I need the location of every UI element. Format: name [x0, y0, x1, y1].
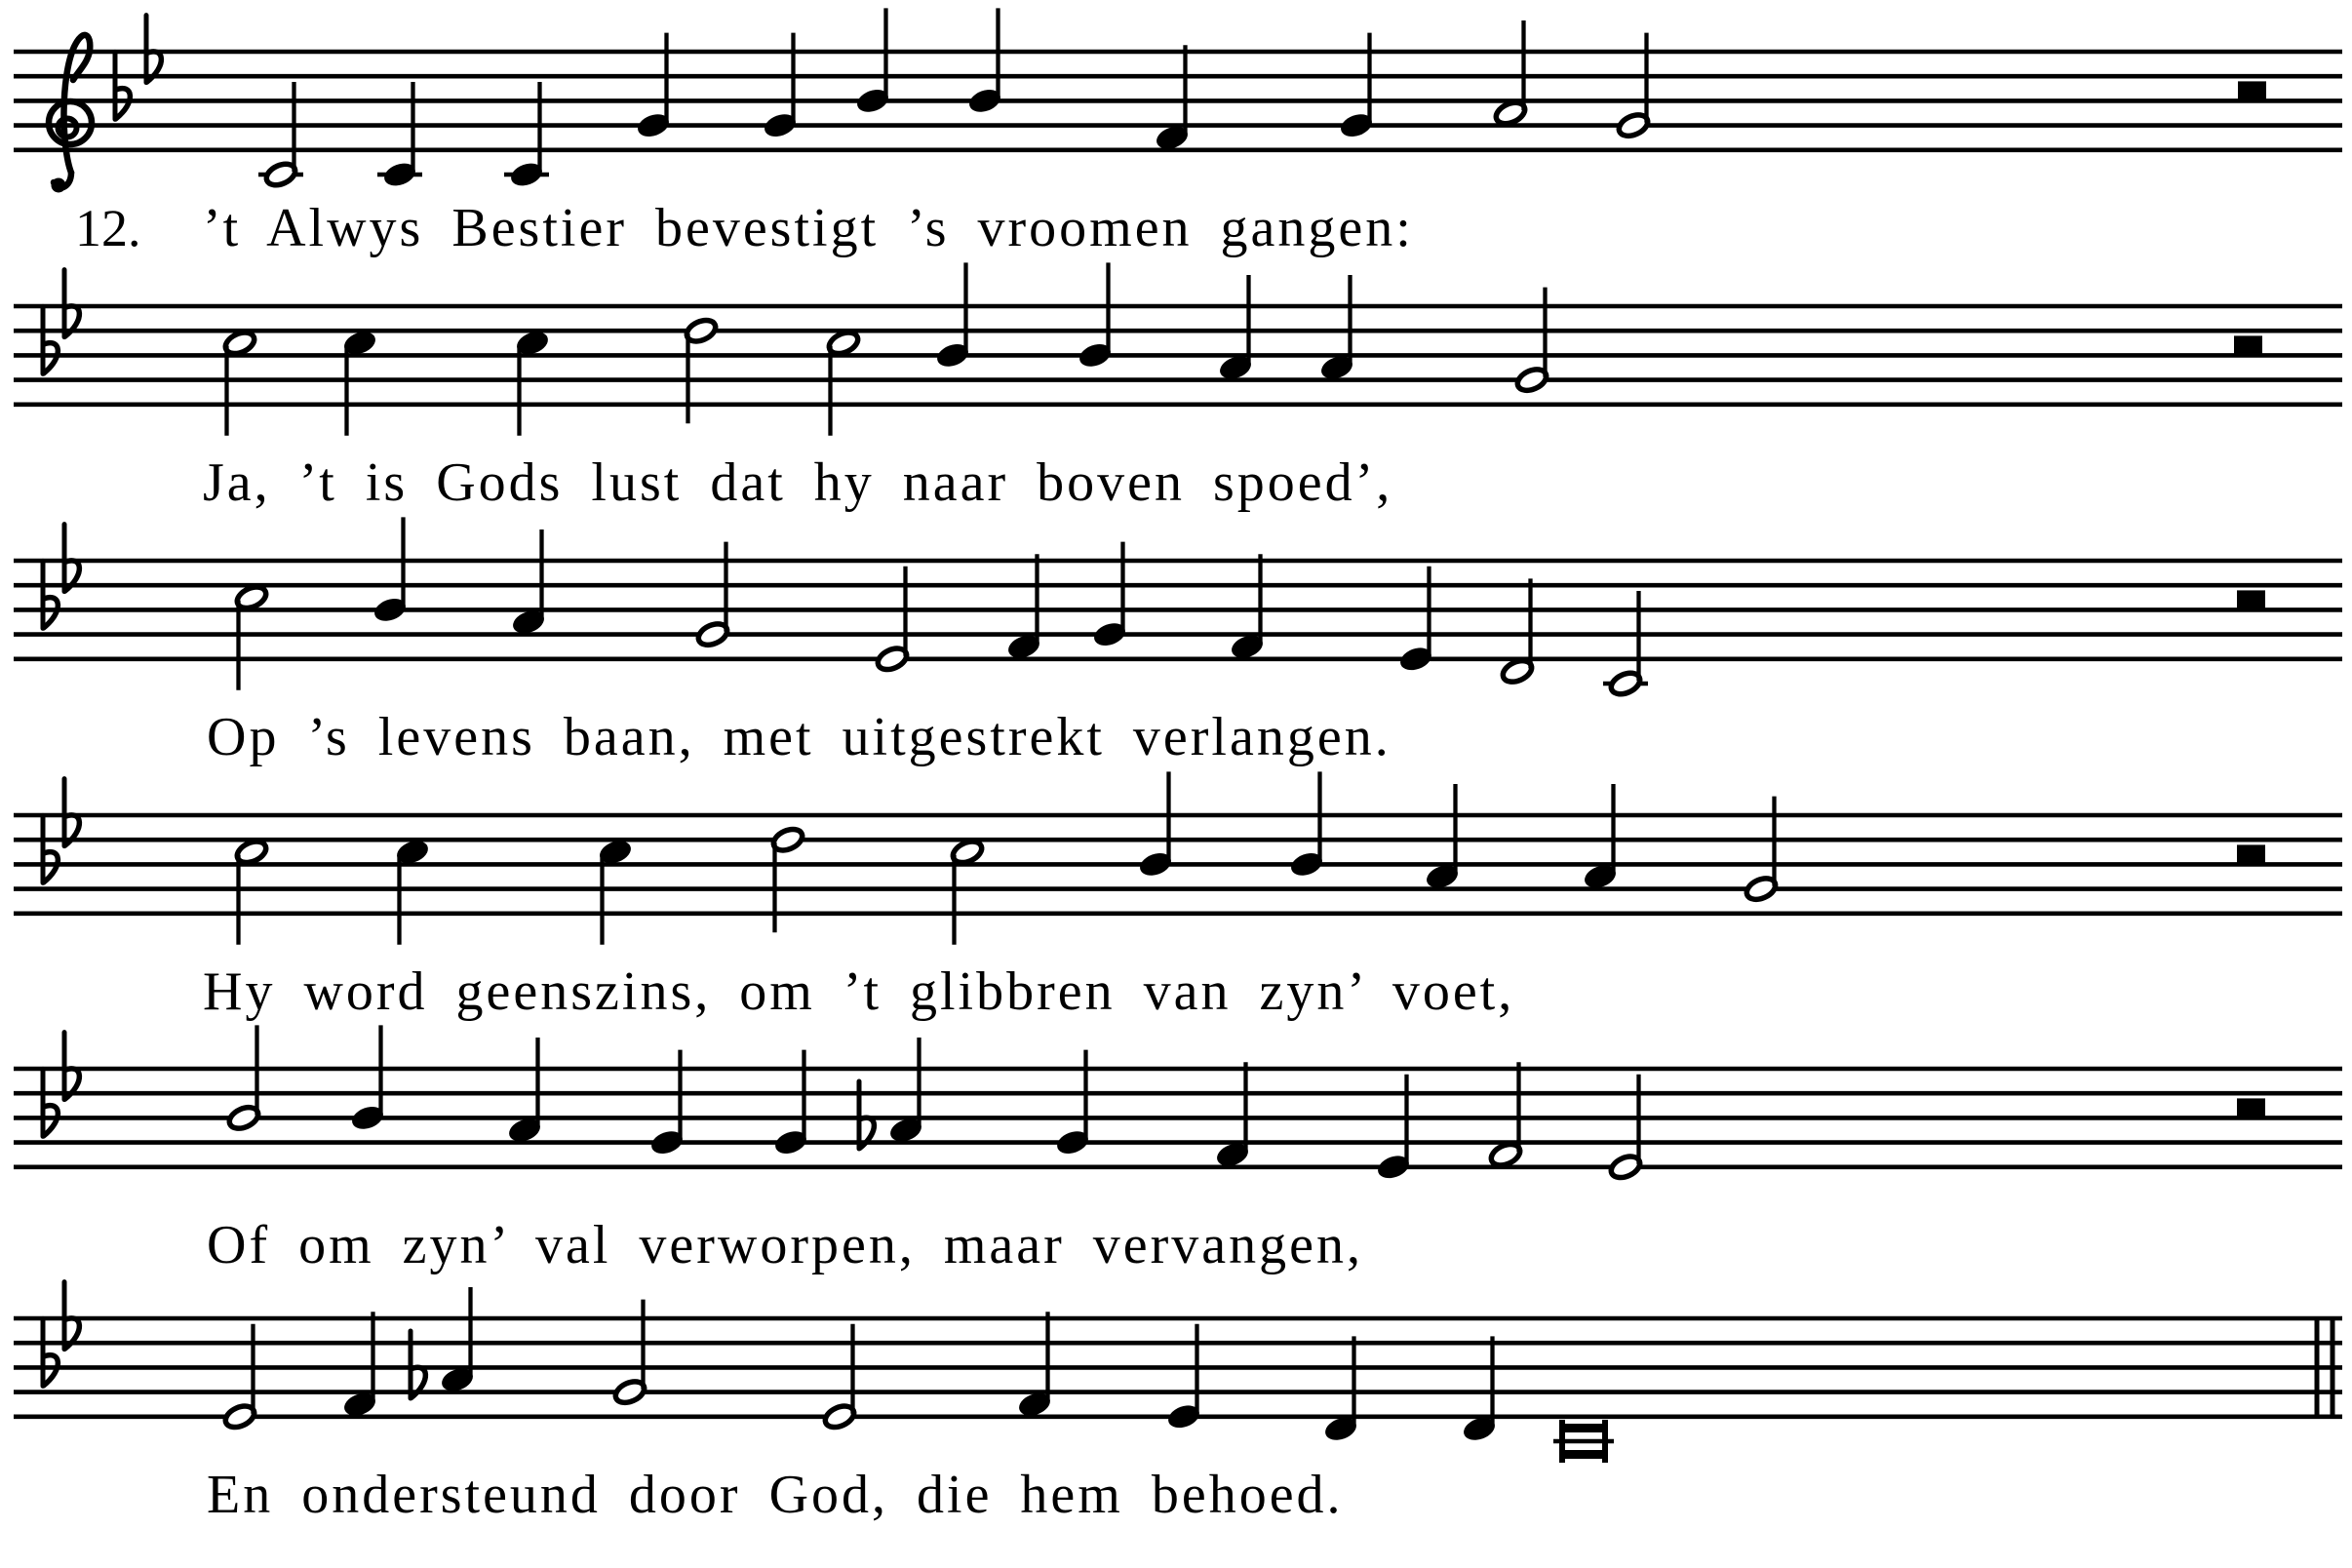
verse-number: 12.: [75, 199, 141, 257]
lyric-line-4: Hy word geenszins, om ’t glibbren van zyn’ voet,: [203, 961, 1515, 1022]
lyric-line-6: En ondersteund door God, die hem behoed.: [207, 1465, 1344, 1525]
staff-system-4: [14, 771, 2342, 944]
half-rest: [2237, 844, 2265, 864]
breve-note: [1562, 1424, 1605, 1432]
half-rest: [2238, 81, 2266, 100]
half-rest: [2237, 590, 2265, 609]
staff-system-3: [14, 517, 2342, 698]
lyric-line-5: Of om zyn’ val verworpen, maar vervangen,: [207, 1215, 1363, 1275]
lyric-line-3: Op ’s levens baan, met uitgestrekt verlangen.: [207, 707, 1392, 767]
staff-system-1: [14, 8, 2342, 192]
breve-note: [1562, 1450, 1605, 1459]
lyric-line-1: ’t Alwys Bestier bevestigt ’s vroomen gangen:: [203, 198, 1414, 258]
staff-system-2: [14, 262, 2342, 435]
staff-system-6: [14, 1282, 2342, 1463]
breve-note: [1602, 1420, 1608, 1463]
treble-clef-icon: [52, 178, 66, 193]
half-rest: [2234, 335, 2262, 355]
lyric-line-2: Ja, ’t is Gods lust dat hy naar boven spoed’,: [203, 452, 1393, 513]
half-rest: [2237, 1098, 2265, 1117]
breve-note: [1559, 1420, 1565, 1463]
staff-system-5: [14, 1025, 2342, 1182]
